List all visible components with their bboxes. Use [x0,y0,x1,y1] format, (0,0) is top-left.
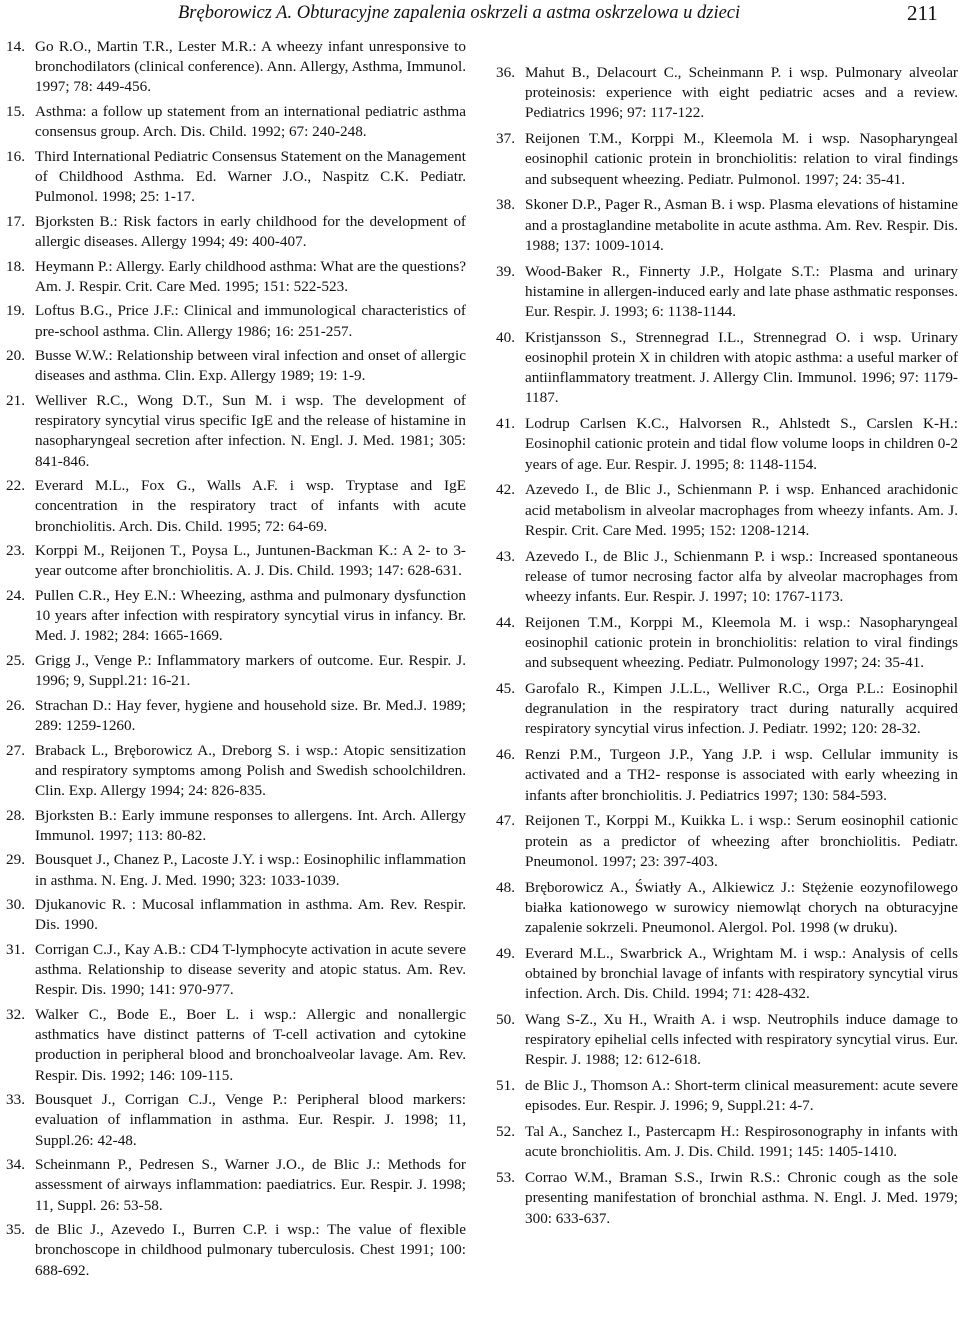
reference-item [6,806,466,846]
reference-text: de Blic J., Thomson A.: Short-term clinical measurement: acute severe episodes. Eur. Respir. J. 1996; 9, Suppl.21: 4-7. [525,1077,958,1115]
page-header [0,0,960,30]
reference-text: Reijonen T.M., Korppi M., Kleemola M. i wsp.: Nasopharyngeal eosinophil cationic protein in bronchiolitis: relation to viral findings and subsequent wheezing. Pediatr. Pulmonology 1997; 24: 35-41. [525,613,958,672]
reference-text: Walker C., Bode E., Boer L. i wsp.: Allergic and nonallergic asthmatics have distinct patterns of T-cell activation and cytokine production in peripheral blood and bronchoalveolar lavage. Am. Rev. Respir. Dis. 1992; 146: 109-115. [35,1005,466,1084]
reference-number: 33. [6,1091,25,1109]
reference-item [6,1220,466,1281]
reference-number: 47. [496,812,515,830]
reference-text: Everard M.L., Fox G., Walls A.F. i wsp. Tryptase and IgE concentration in the respiratory tract of infants with acute bronchiolitis. Arch. Dis. Child. 1995; 72: 64-69. [35,477,466,535]
reference-item [6,301,466,341]
reference-item [496,878,958,939]
reference-number: 26. [6,696,25,714]
reference-number: 22. [6,477,25,495]
reference-text: Djukanovic R. : Mucosal inflammation in asthma. Am. Rev. Respir. Dis. 1990. [35,896,466,934]
reference-item [496,613,958,674]
reference-item [496,944,958,1005]
reference-item [496,195,958,256]
reference-item [6,391,466,472]
reference-item [6,37,466,98]
reference-item [6,1090,466,1151]
reference-number: 29. [6,851,25,869]
reference-text: Bousquet J., Corrigan C.J., Venge P.: Peripheral blood markers: evaluation of inflammation in asthma. Eur. Respir. J. 1998; 11, Suppl.26: 42-48. [35,1091,466,1149]
reference-number: 31. [6,940,25,958]
reference-item [6,1005,466,1086]
reference-item [496,811,958,872]
reference-text: Azevedo I., de Blic J., Schienmann P. i wsp.: Increased spontaneous release of tumor necrosing factor alfa by alveolar macrophages from wheezy infants. Eur. Respir. J. 1997; 10: 1767-1173. [525,547,958,606]
reference-item [6,586,466,647]
reference-number: 21. [6,391,25,409]
reference-number: 40. [496,328,515,346]
reference-item [6,346,466,386]
reference-item [6,696,466,736]
reference-text: Kristjansson S., Strennegrad I.L., Strennegrad O. i wsp. Urinary eosinophil protein X in children with atopic asthma: a useful marker of antiinflammatory treatment. J. Allergy Clin. Immunol. 1996; 97: 1179-1187. [525,328,958,407]
reference-text: Pullen C.R., Hey E.N.: Wheezing, asthma and pulmonary dysfunction 10 years after infection with respiratory syncytial virus in infancy. Br. Med. J. 1982; 284: 1665-1669. [35,586,466,645]
reference-number: 17. [6,212,25,230]
reference-item [6,212,466,252]
reference-item [496,1076,958,1116]
reference-number: 42. [496,481,515,499]
reference-item [6,651,466,691]
reference-text: Asthma: a follow up statement from an international pediatric asthma consensus group. Arch. Dis. Child. 1992; 67: 240-248. [35,103,466,141]
reference-text: Heymann P.: Allergy. Early childhood asthma: What are the questions? Am. J. Respir. Crit. Care Med. 1995; 151: 522-523. [35,257,466,295]
running-title: Bręborowicz A. Obturacyjne zapalenia oskrzeli a astma oskrzelowa u dzieci [178,3,741,23]
reference-number: 27. [6,741,25,759]
reference-text: Tal A., Sanchez I., Pastercapm H.: Respirosonography in infants with acute bronchiolitis. Am. J. Dis. Child. 1991; 145: 1405-1410. [525,1123,958,1161]
reference-number: 43. [496,547,515,565]
reference-number: 28. [6,806,25,824]
reference-text: Azevedo I., de Blic J., Schienmann P. i wsp. Enhanced arachidonic acid metabolism in alveolar macrophages from wheezy infants. Am. J. Respir. Crit. Care Med. 1995; 152: 1208-1214. [525,481,958,539]
reference-column-right [496,63,958,1234]
reference-number: 36. [496,64,515,81]
reference-item [496,1168,958,1229]
reference-item [496,1122,958,1162]
reference-item [496,547,958,608]
reference-text: Scheinmann P., Pedresen S., Warner J.O., de Blic J.: Methods for assessment of airways inflammation: paediatrics. Eur. Respir. J. 1998; 11, Suppl. 26: 53-58. [35,1156,466,1214]
reference-text: de Blic J., Azevedo I., Burren C.P. i wsp.: The value of flexible bronchoscope in childhood pulmonary tuberculosis. Chest 1991; 100: 688-692. [35,1221,466,1279]
reference-number: 16. [6,147,25,165]
reference-number: 53. [496,1169,515,1187]
reference-item [496,262,958,323]
reference-text: Wang S-Z., Xu H., Wraith A. i wsp. Neutrophils induce damage to respiratory epihelial cells infected with respiratory syncytial virus. Eur. Respir. J. 1988; 12: 612-618. [525,1011,958,1069]
reference-number: 15. [6,103,25,120]
reference-item [6,895,466,935]
reference-text: Strachan D.: Hay fever, hygiene and household size. Br. Med.J. 1989; 289: 1259-1260. [35,696,466,734]
reference-number: 44. [496,613,515,631]
reference-item [6,940,466,1001]
page-number: 211 [907,1,938,25]
reference-item [6,1155,466,1216]
reference-column-left [6,37,466,1285]
reference-text: Corrigan C.J., Kay A.B.: CD4 T-lymphocyte activation in acute severe asthma. Relationship to disease severity and atopic status. Am. Rev. Respir. Dis. 1990; 141: 970-977. [35,940,466,999]
reference-text: Busse W.W.: Relationship between viral infection and onset of allergic diseases and asthma. Clin. Exp. Allergy 1989; 19: 1-9. [35,347,466,385]
reference-item [6,850,466,890]
reference-number: 50. [496,1011,515,1029]
reference-number: 52. [496,1123,515,1141]
reference-number: 20. [6,347,25,365]
reference-item [6,102,466,142]
reference-number: 37. [496,130,515,148]
reference-number: 24. [6,586,25,604]
reference-text: Bjorksten B.: Risk factors in early childhood for the development of allergic diseases. Allergy 1994; 49: 400-407. [35,212,466,250]
reference-text: Bjorksten B.: Early immune responses to allergens. Int. Arch. Allergy Immunol. 1997; 113: 80-82. [35,806,466,844]
reference-number: 38. [496,196,515,214]
reference-number: 46. [496,746,515,764]
reference-item [6,147,466,208]
reference-item [496,1010,958,1071]
reference-item [6,257,466,297]
reference-item [6,476,466,537]
reference-text: Korppi M., Reijonen T., Poysa L., Juntunen-Backman K.: A 2- to 3-year outcome after bronchiolitis. A. J. Dis. Child. 1993; 147: 628-631. [35,542,466,580]
reference-text: Lodrup Carlsen K.C., Halvorsen R., Ahlstedt S., Carslen K-H.: Eosinophil cationic protein and tidal flow volume loops in children 0-2 years of age. Eur. Respir. J. 1995; 8: 1148-1154. [525,415,958,473]
reference-number: 23. [6,542,25,560]
reference-text: Reijonen T., Korppi M., Kuikka L. i wsp.: Serum eosinophil cationic protein as a predictor of wheezing after bronchiolitis. Pediatr. Pneumonol. 1997; 23: 397-403. [525,812,958,870]
reference-number: 18. [6,257,25,275]
reference-number: 25. [6,651,25,669]
reference-number: 19. [6,302,25,320]
reference-text: Everard M.L., Swarbrick A., Wrightam M. i wsp.: Analysis of cells obtained by bronchial lavage of infants with respiratory syncytial virus infection. Arch. Dis. Child. 1994; 71: 428-432. [525,944,958,1003]
reference-text: Garofalo R., Kimpen J.L.L., Welliver R.C., Orga P.L.: Eosinophil degranulation in the respiratory tract during naturally acquired respiratory syncytial virus infection. J. Pediatr. 1992; 120: 28-32. [525,680,958,738]
reference-number: 32. [6,1005,25,1023]
reference-item [496,63,958,124]
reference-text: Renzi P.M., Turgeon J.P., Yang J.P. i wsp. Cellular immunity is activated and a TH2- response is associated with early wheezing in infants after bronchiolitis. J. Pediatrics 1997; 130: 584-593. [525,746,958,804]
reference-text: Go R.O., Martin T.R., Lester M.R.: A wheezy infant unresponsive to bronchodilators (clinical conference). Ann. Allergy, Asthma, Immunol. 1997; 78: 449-456. [35,38,466,96]
reference-number: 14. [6,38,25,55]
reference-item [496,129,958,190]
reference-item [496,414,958,475]
reference-text: Bousquet J., Chanez P., Lacoste J.Y. i wsp.: Eosinophilic inflammation in asthma. N. Eng. J. Med. 1990; 323: 1033-1039. [35,851,466,889]
reference-number: 49. [496,944,515,962]
reference-text: Skoner D.P., Pager R., Asman B. i wsp. Plasma elevations of histamine and a prostaglandine metabolite in acute asthma. Am. Rev. Respir. Dis. 1988; 137: 1009-1014. [525,196,958,254]
reference-text: Bręborowicz A., Światły A., Alkiewicz J.: Stężenie eozynofilowego białka kationowego w surowicy niemowląt chorych na obturacyjne zapalenie sokrzeli. Pneumonol. Alergol. Pol. 1998 (w druku). [525,878,958,937]
reference-number: 48. [496,878,515,896]
reference-number: 35. [6,1221,25,1239]
reference-item [496,679,958,740]
reference-number: 51. [496,1077,515,1095]
reference-text: Wood-Baker R., Finnerty J.P., Holgate S.T.: Plasma and urinary histamine in allergen-induced early and late phase asthmatic responses. Eur. Respir. J. 1993; 6: 1138-1144. [525,262,958,321]
reference-number: 45. [496,680,515,698]
reference-number: 41. [496,415,515,433]
reference-number: 34. [6,1156,25,1174]
reference-text: Reijonen T.M., Korppi M., Kleemola M. i wsp. Nasopharyngeal eosinophil cationic protein in bronchiolitis: relation to viral findings and subsequent wheezing. Pediatr. Pulmonol. 1997; 24: 35-41. [525,130,958,188]
reference-text: Mahut B., Delacourt C., Scheinmann P. i wsp. Pulmonary alveolar proteinosis: experience with eight pediatric acses and a review. Pediatrics 1996; 97: 117-122. [525,64,958,122]
reference-text: Third International Pediatric Consensus Statement on the Management of Childhood Asthma. Ed. Warner J.O., Naspitz C.K. Pediatr. Pulmonol. 1998; 25: 1-17. [35,147,466,206]
reference-item [496,328,958,409]
reference-number: 30. [6,896,25,914]
reference-number: 39. [496,262,515,280]
reference-item [6,541,466,581]
reference-text: Welliver R.C., Wong D.T., Sun M. i wsp. The development of respiratory syncytial virus specific IgE and the release of histamine in nasopharyngeal secretion after infection. N. Engl. J. Med. 1981; 305: 841-846. [35,391,466,470]
reference-item [6,741,466,802]
reference-text: Corrao W.M., Braman S.S., Irwin R.S.: Chronic cough as the sole presenting manifestation of bronchial asthma. N. Engl. J. Med. 1979; 300: 633-637. [525,1169,958,1227]
reference-item [496,480,958,541]
reference-text: Loftus B.G., Price J.F.: Clinical and immunological characteristics of pre-school asthma. Clin. Allergy 1986; 16: 251-257. [35,302,466,340]
reference-item [496,745,958,806]
reference-text: Grigg J., Venge P.: Inflammatory markers of outcome. Eur. Respir. J. 1996; 9, Suppl.21: 16-21. [35,651,466,690]
reference-text: Braback L., Bręborowicz A., Dreborg S. i wsp.: Atopic sensitization and respiratory symptoms among Polish and Swedish schoolchildren. Clin. Exp. Allergy 1994; 24: 826-835. [35,741,466,799]
